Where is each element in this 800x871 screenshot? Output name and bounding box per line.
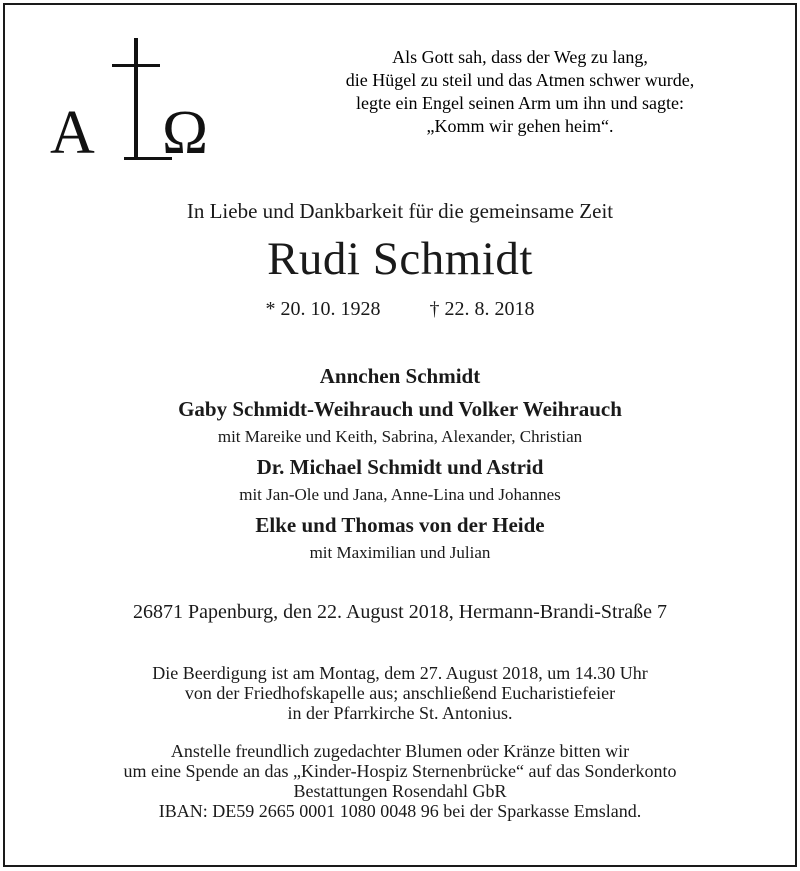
poem-line: „Komm wir gehen heim“.	[426, 116, 614, 136]
place-date-address: 26871 Papenburg, den 22. August 2018, Hermann-Brandi-Straße 7	[133, 601, 667, 623]
alpha-omega-cross-symbol	[48, 34, 228, 167]
funeral-line: in der Pfarrkirche St. Antonius.	[287, 703, 513, 723]
family-children: mit Mareike und Keith, Sabrina, Alexander, Christian	[217, 427, 583, 446]
family-children: mit Maximilian und Julian	[309, 543, 491, 562]
donation-line: Bestattungen Rosendahl GbR	[293, 781, 507, 801]
family-member: Dr. Michael Schmidt und Astrid	[256, 455, 544, 479]
death-date: † 22. 8. 2018	[429, 298, 535, 320]
funeral-line: von der Friedhofskapelle aus; anschließend Eucharistiefeier	[184, 683, 616, 703]
tribute-text: In Liebe und Dankbarkeit für die gemeinsame Zeit	[186, 199, 614, 223]
omega-letter: Ω	[162, 99, 209, 167]
family-children: mit Jan-Ole und Jana, Anne-Lina und Johannes	[239, 485, 561, 504]
birth-date: * 20. 10. 1928	[265, 298, 381, 320]
donation-info	[0, 741, 800, 821]
funeral-line: Die Beerdigung ist am Montag, dem 27. August 2018, um 14.30 Uhr	[152, 663, 648, 683]
alpha-letter: Α	[50, 99, 95, 167]
cross-bar	[112, 64, 160, 67]
life-dates	[0, 298, 800, 321]
family-member: Annchen Schmidt	[319, 364, 481, 388]
family-member: Elke und Thomas von der Heide	[255, 513, 545, 537]
funeral-info	[0, 663, 800, 723]
deceased-name: Rudi Schmidt	[267, 233, 533, 285]
family-member: Gaby Schmidt-Weihrauch und Volker Weihrauch	[178, 397, 622, 421]
donation-line: um eine Spende an das „Kinder-Hospiz Sternenbrücke“ auf das Sonderkonto	[123, 761, 677, 781]
poem-line: die Hügel zu steil und das Atmen schwer wurde,	[345, 70, 695, 90]
poem-line: legte ein Engel seinen Arm um ihn und sagte:	[356, 93, 684, 113]
donation-line: Anstelle freundlich zugedachter Blumen oder Kränze bitten wir	[170, 741, 630, 761]
poem	[300, 46, 740, 138]
donation-line: IBAN: DE59 2665 0001 1080 0048 96 bei der Sparkasse Emsland.	[158, 801, 642, 821]
poem-line: Als Gott sah, dass der Weg zu lang,	[392, 47, 648, 67]
cross-icon	[134, 38, 138, 160]
